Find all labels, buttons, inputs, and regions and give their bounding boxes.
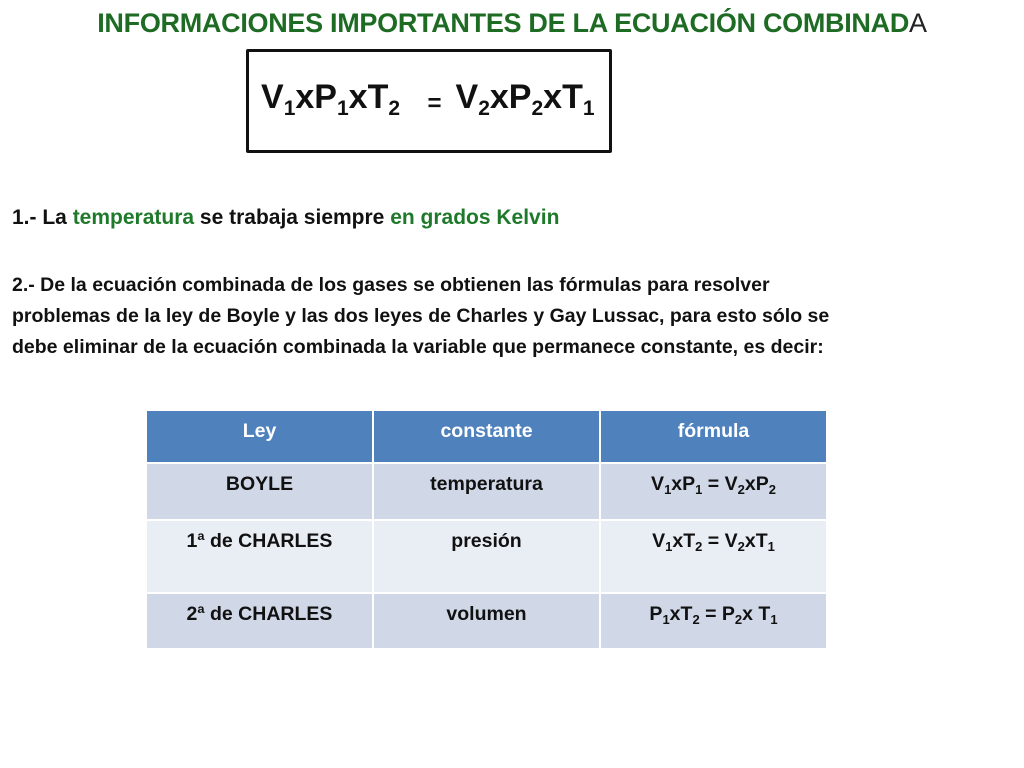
point-2-line-2: problemas de la ley de Boyle y las dos leyes de Charles y Gay Lussac, para esto sólo se <box>12 305 830 327</box>
formula-subscript: 2 <box>692 612 700 627</box>
eq-term: V <box>261 78 284 116</box>
eq-term: xP <box>489 78 532 116</box>
eq-term: xP <box>295 78 337 116</box>
formula-term: V <box>651 473 665 495</box>
table-row <box>146 463 827 520</box>
cell-formula <box>600 593 827 649</box>
table-row <box>146 520 827 593</box>
cell-ley: 1ª de CHARLES <box>146 520 373 593</box>
formula-subscript: 1 <box>767 539 775 554</box>
cell-formula <box>600 520 827 593</box>
formula-subscript: 1 <box>662 612 670 627</box>
equation-right-side <box>455 78 595 120</box>
formula-subscript: 2 <box>734 612 743 627</box>
cell-constante: presión <box>373 520 600 593</box>
title-text: INFORMACIONES IMPORTANTES DE LA ECUACIÓN COMBINAD <box>97 8 910 38</box>
point-1-prefix: 1.- La <box>12 206 73 229</box>
title-last-letter: A <box>909 8 927 38</box>
equals-sign: = <box>427 90 442 117</box>
formula-term: = V <box>702 530 738 552</box>
cell-constante: volumen <box>373 593 600 649</box>
slide-title <box>0 8 1024 39</box>
point-1 <box>12 206 559 230</box>
formula-term: xP <box>671 473 696 495</box>
header-constante: constante <box>373 410 600 463</box>
cell-constante: temperatura <box>373 463 600 520</box>
point-1-highlight-kelvin: en grados Kelvin <box>390 206 560 229</box>
formula-term: V <box>652 530 666 552</box>
eq-subscript: 2 <box>478 97 490 120</box>
combined-equation-box <box>246 49 612 153</box>
cell-formula <box>600 463 827 520</box>
formula-term: xT <box>744 530 768 552</box>
formula-term: x T <box>742 603 771 625</box>
formula-term: xT <box>669 603 693 625</box>
cell-ley: 2ª de CHARLES <box>146 593 373 649</box>
point-2-line-1: 2.- De la ecuación combinada de los gases se obtienen las fórmulas para resolver <box>12 274 770 296</box>
eq-subscript: 2 <box>388 97 401 120</box>
eq-term: xT <box>348 78 389 116</box>
gas-laws-table <box>145 409 828 650</box>
formula-subscript: 2 <box>695 539 703 554</box>
formula-subscript: 1 <box>695 482 703 497</box>
header-formula: fórmula <box>600 410 827 463</box>
eq-term: V <box>455 78 479 116</box>
equation-left-side <box>261 78 409 120</box>
formula-subscript: 1 <box>770 612 778 627</box>
formula-term: xP <box>744 473 769 495</box>
eq-subscript: 1 <box>283 97 296 120</box>
cell-ley: BOYLE <box>146 463 373 520</box>
table-row <box>146 593 827 649</box>
eq-subscript: 1 <box>582 97 595 120</box>
formula-subscript: 1 <box>665 539 673 554</box>
formula-term: xT <box>672 530 696 552</box>
point-1-middle: se trabaja siempre <box>194 206 391 229</box>
point-2-line-3: debe eliminar de la ecuación combinada la variable que permanece constante, es decir: <box>12 336 824 358</box>
formula-term: = P <box>699 603 735 625</box>
formula-subscript: 2 <box>768 482 776 497</box>
formula-term: P <box>649 603 663 625</box>
point-2 <box>12 270 1012 363</box>
header-ley: Ley <box>146 410 373 463</box>
point-1-highlight-temperature: temperatura <box>72 206 195 229</box>
table-header-row <box>146 410 827 463</box>
formula-term: = V <box>702 473 738 495</box>
combined-equation <box>261 78 595 120</box>
formula-subscript: 2 <box>737 482 745 497</box>
formula-subscript: 1 <box>664 482 672 497</box>
eq-subscript: 1 <box>336 97 349 120</box>
eq-term: xT <box>543 78 583 116</box>
formula-subscript: 2 <box>737 539 745 554</box>
eq-subscript: 2 <box>531 97 544 120</box>
